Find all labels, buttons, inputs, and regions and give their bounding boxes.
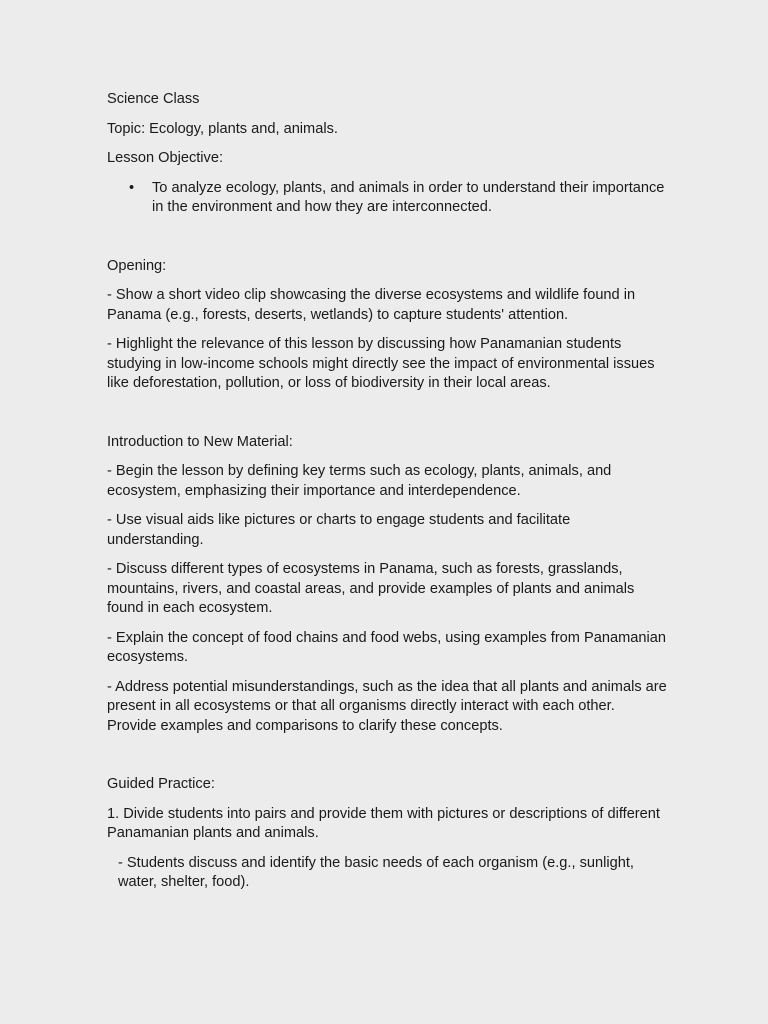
introduction-paragraph: - Use visual aids like pictures or charts to engage students and facilitate understanding. [107,512,571,548]
objective-heading: Lesson Objective: [107,150,224,166]
class-title: Science Class [107,91,200,107]
topic-line: Topic: Ecology, plants and, animals. [107,120,338,137]
document-body [107,90,667,893]
introduction-paragraph: - Discuss different types of ecosystems in Panama, such as forests, grasslands, mountains, rivers, and coastal areas, and provide examples of plants and animals found in each ecosystem. [107,561,635,616]
guided-practice-substep: - Students discuss and identify the basic needs of each organism (e.g., sunlight, water, shelter, food). [118,854,634,890]
introduction-paragraph: - Explain the concept of food chains and food webs, using examples from Panamanian ecosystems. [107,629,666,665]
guided-practice-heading: Guided Practice: [107,776,215,792]
bullet-icon: • [129,179,135,196]
opening-paragraph: - Show a short video clip showcasing the diverse ecosystems and wildlife found in Panama (e.g., forests, deserts, wetlands) to capture students' attention. [107,287,636,323]
objective-list [107,179,667,218]
introduction-heading: Introduction to New Material: [107,433,293,450]
opening-paragraph: - Highlight the relevance of this lesson by discussing how Panamanian students studying in low-income schools might directly see the impact of environmental issues like deforestation, pollution, or loss of biodiversity in their local areas. [107,336,655,391]
guided-practice-step: 1. Divide students into pairs and provide them with pictures or descriptions of different Panamanian plants and animals. [107,805,660,841]
objective-text: To analyze ecology, plants, and animals in order to understand their importance in the environment and how they are interconnected. [152,179,665,215]
introduction-paragraph: - Begin the lesson by defining key terms such as ecology, plants, animals, and ecosystem, emphasizing their importance and interdependence. [107,463,612,499]
introduction-paragraph: - Address potential misunderstandings, such as the idea that all plants and animals are present in all ecosystems or that all organisms directly interact with each other. Provide examples and comparisons to clarify these concepts. [107,678,667,734]
opening-heading: Opening: [107,257,167,274]
objective-item [107,179,667,218]
